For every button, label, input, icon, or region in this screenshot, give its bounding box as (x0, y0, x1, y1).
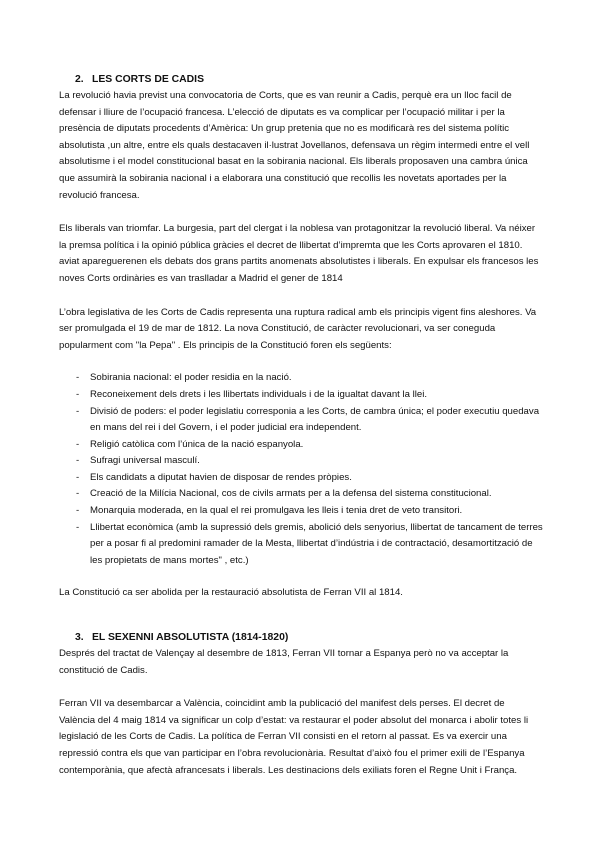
section-3-number: 3. (75, 632, 84, 644)
list-marker: - (76, 438, 80, 450)
section-2-title: LES CORTS DE CADIS (92, 74, 204, 85)
section-3-title: EL SEXENNI ABSOLUTISTA (1814-1820) (92, 632, 289, 644)
list-marker: - (76, 372, 80, 384)
list-marker: - (76, 488, 80, 500)
section-2-number: 2. (75, 74, 84, 85)
paragraph-abolition: La Constitució ca ser abolida per la restauració absolutista de Ferran VII al 1814. (59, 587, 403, 599)
constitution-principles-list (59, 370, 543, 569)
document-body (59, 72, 543, 779)
list-item: - Reconeixement dels drets i les llibertats individuals i de la igualtat davant la llei. (59, 387, 543, 404)
list-item: - Llibertat econòmica (amb la supressió dels gremis, abolició dels senyorius, llibertat de tancament de terres per a posar fi al predomini ramader de la Mesta, llibertat d’indústria i de contractació, desamortització de les propietats de mans mortes" , etc.) (76, 521, 543, 566)
list-marker: - (76, 455, 80, 467)
list-item: - Sufragi universal masculí. (59, 453, 543, 470)
section-2-heading (59, 72, 543, 88)
list-marker: - (76, 505, 80, 517)
section-3-heading (59, 630, 543, 646)
paragraph-legislative-work: L’obra legislativa de les Corts de Cadis representa una ruptura radical amb els principis vigent fins aleshores. Va ser promulgada el 19 de mar de 1812. La nova Constitució, de caràcter revolucionari, va ser coneguda popularment com "la Pepa" . Els principis de la Constitució foren els següents: (59, 306, 537, 351)
list-marker: - (76, 471, 80, 483)
list-item: - Sobirania nacional: el poder residia en la nació. (59, 370, 543, 387)
list-item: - Monarquia moderada, en la qual el rei promulgava les lleis i tenia dret de veto transitori. (59, 503, 543, 520)
list-item: - Creació de la Milícia Nacional, cos de civils armats per a la defensa del sistema constitucional. (59, 486, 543, 503)
paragraph-ferran-vii: Ferran VII va desembarcar a València, coincidint amb la publicació del manifest dels perses. El decret de València del 4 maig 1814 va significar un colp d’estat: va restaurar el poder absolut del monarca i abolir totes li legislació de les Corts de Cadis. La política de Ferran VII consisti en el retorn al passat. Es va exercir una repressió contra els que van participar en l’obra revolucionària. Resultat d’això fou el primer exili de l’Espanya contemporània, que afectà afrancesats i liberals. Les destinacions dels exiliats foren el Regne Unit i França. (59, 698, 529, 776)
paragraph-liberals: Els liberals van triomfar. La burgesia, part del clergat i la noblesa van protagonitzar la revolució liberal. Va néixer la premsa política i la opinió pública gràcies el decret de llibertat d’impremta que les Corts aprovaren el 1810. aviat apareguerenen els debats dos grans partits anomenats absolutistes i liberals. En expulsar els francesos les noves Corts ordinàries es van traslladar a Madrid el gener de 1814 (59, 223, 539, 284)
list-item: - Divisió de poders: el poder legislatiu corresponia a les Corts, de cambra única; el poder executiu quedava en mans del rei i del Govern, i el poder judicial era independent. (76, 405, 540, 434)
list-marker: - (76, 405, 80, 417)
list-item: - Els candidats a diputat havien de disposar de rendes pròpies. (59, 470, 543, 487)
list-marker: - (76, 521, 80, 533)
list-marker: - (76, 388, 80, 400)
paragraph-cadis-intro: La revolució havia previst una convocatoria de Corts, que es van reunir a Cadis, perquè era un lloc facil de defensar i lliure de l’ocupació francesa. L’elecció de diputats es va complicar per l’ocupació militar i per la presència de diputats procedents d’Amèrica: Un grup pretenia que no es modificarà res del sistema polític absolutista ,un altre, entre els quals destacaven il·lustrat Jovellanos, defensava un règim intermedi entre el vell absolutisme i el model constitucional basat en la sobirania nacional. Els liberals proposaven una cambra única que assumirà la sobirania nacional i a elaborara una constitució que recollis les novetats aportades per la revolució francesa. (59, 90, 530, 201)
paragraph-valencay: Després del tractat de Valençay al desembre de 1813, Ferran VII tornar a Espanya però no va acceptar la constitució de Cadis. (59, 648, 509, 676)
list-item: - Religió catòlica com l’única de la nació espanyola. (59, 437, 543, 454)
